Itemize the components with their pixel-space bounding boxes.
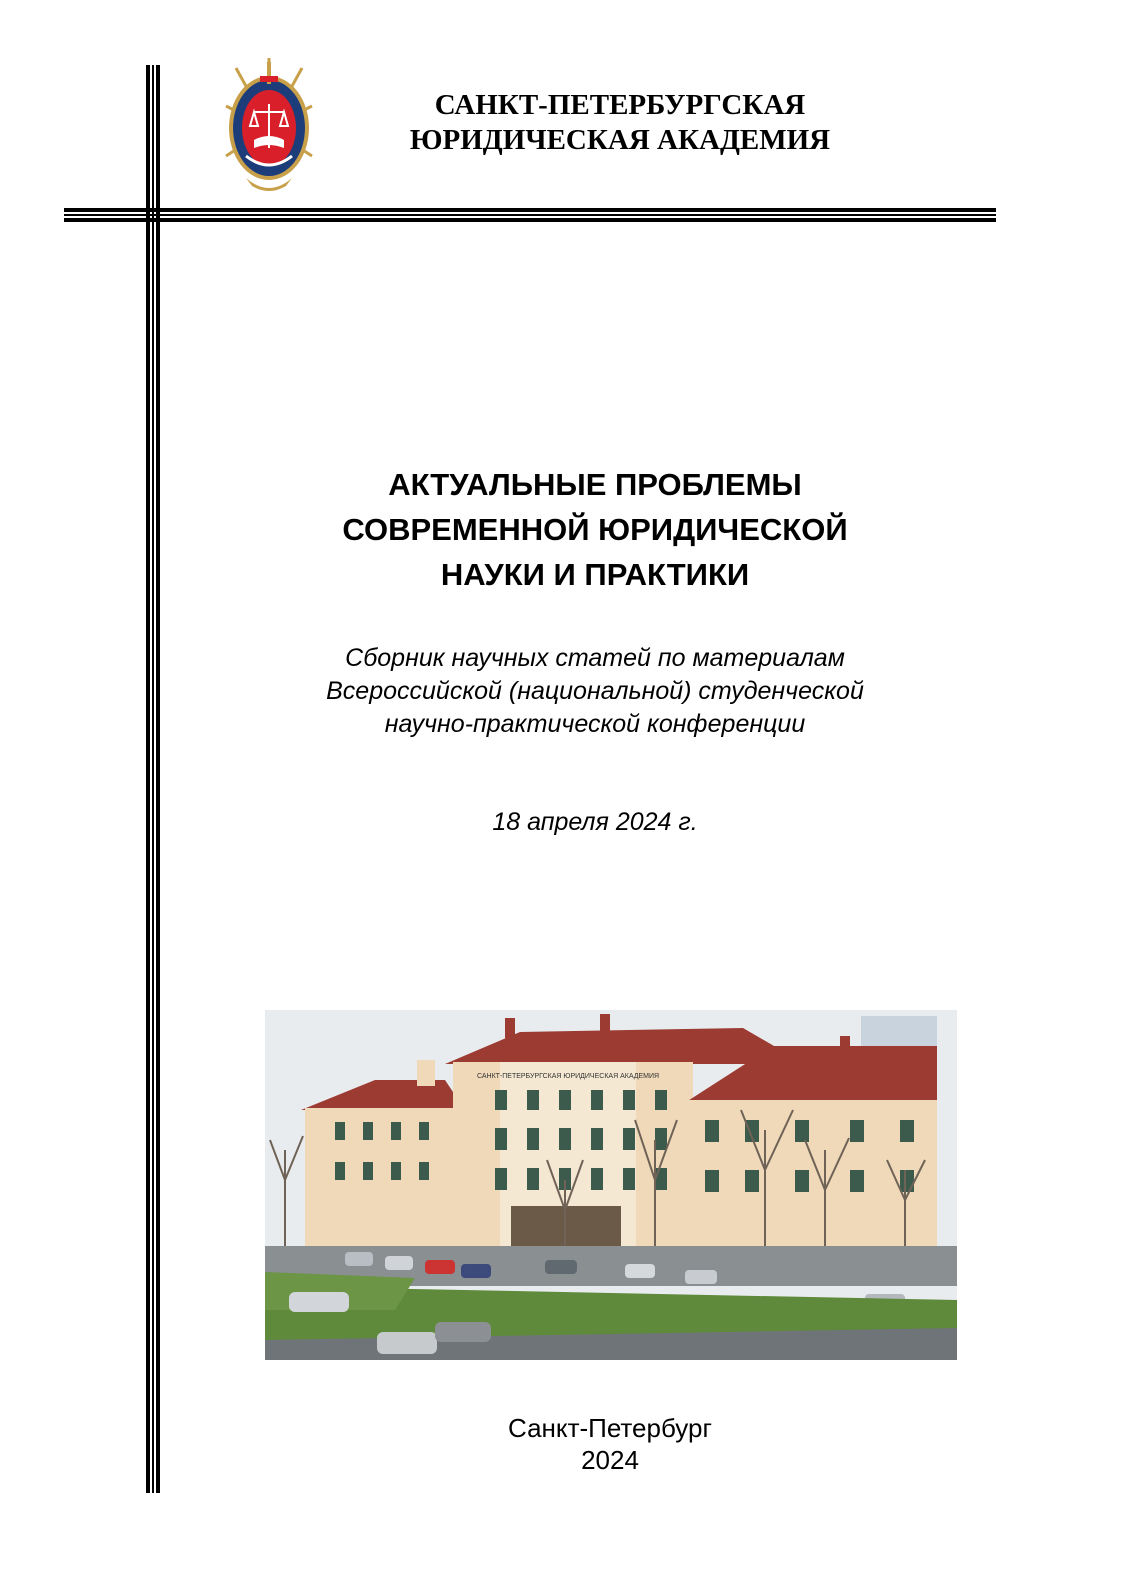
document-title — [200, 462, 990, 597]
building-sign: САНКТ-ПЕТЕРБУРГСКАЯ ЮРИДИЧЕСКАЯ АКАДЕМИЯ — [476, 1073, 660, 1080]
title-line1: АКТУАЛЬНЫЕ ПРОБЛЕМЫ — [388, 467, 802, 502]
academy-name — [330, 88, 910, 158]
publication-place — [200, 1412, 1020, 1476]
title-line3: НАУКИ И ПРАКТИКИ — [440, 557, 750, 592]
academy-name-line1: САНКТ-ПЕТЕРБУРГСКАЯ — [434, 89, 806, 121]
frame-vertical-line-1 — [146, 65, 150, 1493]
city-name: Санкт-Петербург — [508, 1413, 712, 1443]
subtitle-line1: Сборник научных статей по материалам — [345, 644, 845, 672]
frame-horizontal-line-1 — [64, 208, 996, 212]
frame-horizontal-line-2 — [64, 214, 996, 216]
subtitle-line2: Всероссийской (национальной) студенческой — [326, 677, 864, 705]
frame-vertical-line-3 — [156, 65, 160, 1493]
conference-date: 18 апреля 2024 г. — [492, 808, 698, 836]
title-line2: СОВРЕМЕННОЙ ЮРИДИЧЕСКОЙ — [342, 512, 848, 547]
frame-vertical-line-2 — [152, 65, 154, 1493]
document-subtitle — [200, 642, 990, 741]
academy-building-photo — [265, 1010, 957, 1360]
subtitle-line3: научно-практической конференции — [384, 710, 806, 738]
frame-horizontal-line-3 — [64, 218, 996, 222]
academy-emblem-icon — [224, 56, 314, 198]
academy-name-line2: ЮРИДИЧЕСКАЯ АКАДЕМИЯ — [409, 124, 831, 156]
publication-year: 2024 — [581, 1445, 639, 1475]
